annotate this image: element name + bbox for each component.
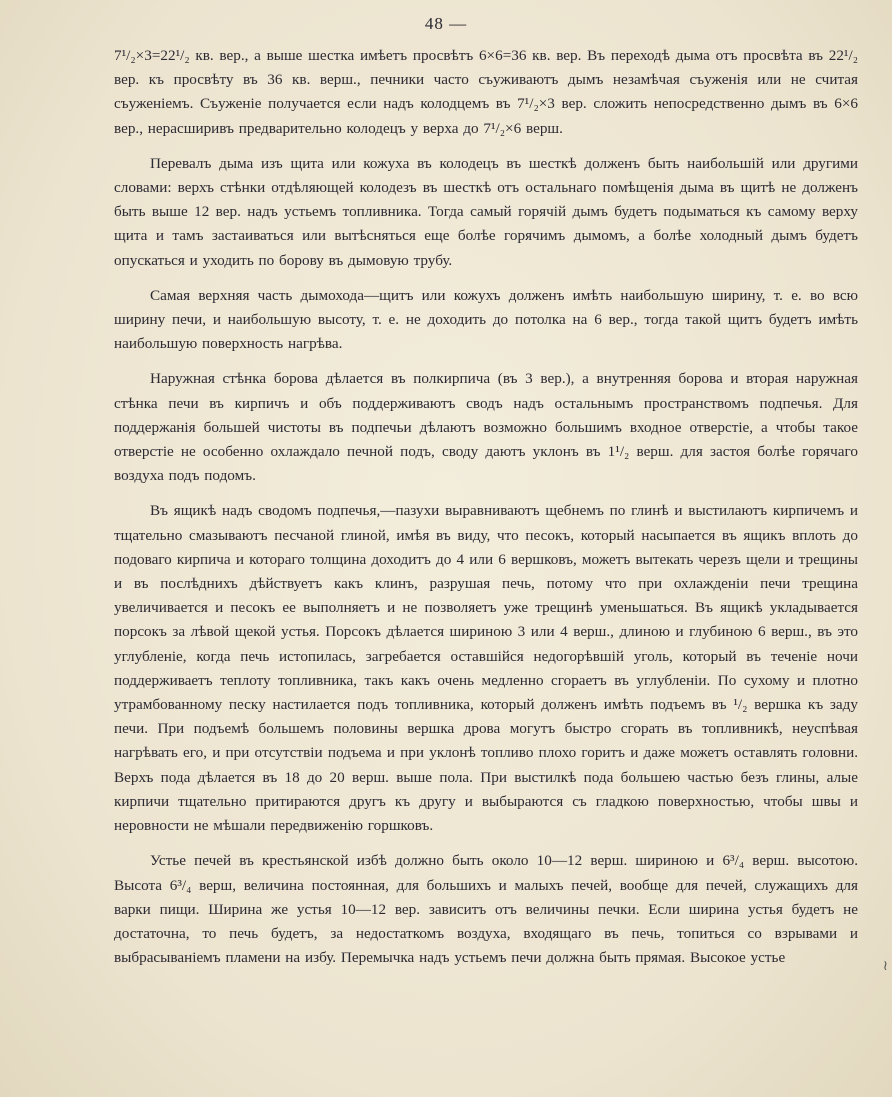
paragraph-1: 7¹/₂×3=22¹/₂ кв. вер., а выше шестка имѣетъ просвѣтъ 6×6=36 кв. вер. Въ переходѣ дыма отъ просвѣта въ 22¹/₂ вер. къ просвѣту въ 36 кв. верш., печники часто съуживаютъ дымъ незамѣчая съуженія или не считая съуженіемъ. Съуженіе получается если надъ колодцемъ въ 7¹/₂×3 вер. сложить непосредственно дымъ въ 6×6 вер., нерасширивъ предварительно колодецъ у верха до 7¹/₂×6 верш. [114, 47, 858, 137]
paragraph-6: Устье печей въ крестьянской избѣ должно быть около 10—12 верш. шириною и 6³/₄ верш. высотою. Высота 6³/₄ верш, величина постоянная, для большихъ и малыхъ печей, вообще для печей, служащихъ для варки пищи. Ширина же устья 10—12 вер. зависитъ отъ величины печки. Если ширина устья будетъ не достаточна, то печь будетъ, за недостаткомъ воздуха, входящаго въ печь, топиться со взрывами и выбрасываніемъ пламени на избу. Перемычка надъ устьемъ печи должна быть прямая. Высокое устье [114, 852, 858, 967]
paragraph-5: Въ ящикѣ надъ сводомъ подпечья,—пазухи выравниваютъ щебнемъ по глинѣ и выстилаютъ кирпичемъ и тщательно смазываютъ песчаной глиной, имѣя въ виду, что песокъ, который насыпается въ ящикъ вплоть до подоваго кирпича и котораго толщина доходитъ до 4 или 6 вершковъ, можетъ вытекать черезъ щели и трещины и въ послѣднихъ дѣйствуетъ какъ клинъ, разрушая печь, потому что при охлажденіи печи трещина увеличивается и песокъ ее выполняетъ и не позволяетъ уже трещинѣ уменьшаться. Въ ящикѣ укладывается порсокъ за лѣвой щекой устья. Порсокъ дѣлается шириною 3 или 4 верш., длиною и глубиною 6 верш., въ это углубленіе, когда печь истопилась, загребается оставшійся недогорѣвшій уголь, который въ теченіе ночи поддерживаетъ теплоту топливника, такъ какъ очень медленно сгораетъ въ углубленіи. По сухому и плотно утрамбованному песку настилается подъ топливника, который долженъ имѣть подъемъ въ ¹/₂ вершка къ заду печи. При подъемѣ большемъ половины вершка дрова могутъ быстро сгорать въ топливникѣ, неуспѣвая нагрѣвать его, и при отсутствіи подъема и при уклонѣ топливо плохо горитъ и даже можетъ оставлять головни. Верхъ пода дѣлается въ 18 до 20 верш. выше пола. При выстилкѣ пода большею частью безъ глины, алые кирпичи тщательно притираются другъ къ другу и выбыраются съ гладкою поверхностью, чтобы швы и неровности не мѣшали передвиженію горшковъ. [114, 502, 858, 835]
margin-mark: ≀ [882, 959, 888, 974]
paragraph-3: Самая верхняя часть дымохода—щитъ или кожухъ долженъ имѣть наибольшую ширину, т. е. во всю ширину печи, и наибольшую высоту, т. е. не доходить до потолка на 6 вер., тогда такой щитъ будетъ имѣть наибольшую поверхность нагрѣва. [114, 286, 858, 353]
paragraph-2: Перевалъ дыма изъ щита или кожуха въ колодецъ въ шесткѣ долженъ быть наибольшій или другими словами: верхъ стѣнки отдѣляющей колодезъ въ шесткѣ отъ остальнаго помѣщенія дыма въ щитѣ не долженъ быть выше 12 вер. надъ устьемъ топливника. Тогда самый горячій дымъ будетъ подыматься къ самому верху щита и тамъ застаиваться или вытѣсняться еще болѣе горячимъ дымомъ, а болѣе холодный дымъ будетъ опускаться и уходить по борову въ дымовую трубу. [114, 154, 858, 269]
page-text [114, 44, 858, 981]
page-number: 48 — [424, 14, 468, 33]
paragraph-4: Наружная стѣнка борова дѣлается въ полкирпича (въ 3 вер.), а внутренняя борова и вторая наружная стѣнка печи въ кирпичъ и объ поддерживаютъ сводъ надъ остальнымъ пространствомъ подпечья. Для поддержанія большей чистоты въ подпечьи дѣлаютъ возможно большимъ входное отверстіе, а чтобы такое отверстіе не особенно охлаждало печной подъ, своду даютъ уклонъ въ 1¹/₂ верш. для застоя болѣе горячаго воздуха подъ подомъ. [114, 370, 858, 485]
